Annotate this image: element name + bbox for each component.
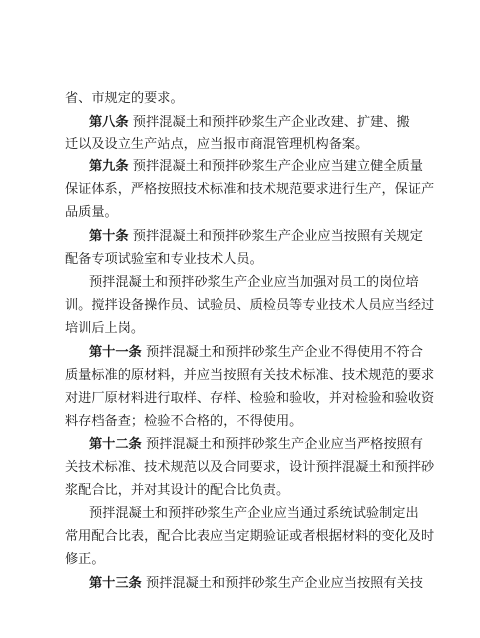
line-text: 预拌混凝土和预拌砂浆生产企业应当按照有关技 [141, 576, 423, 591]
line-text: 对进厂原材料进行取样、存样、检验和验收，并对检验和验收资 [65, 391, 435, 406]
text-line [65, 203, 440, 223]
text-line [65, 250, 440, 270]
article-number: 第十条 [89, 229, 129, 244]
line-text: 省、市规定的要求。 [65, 91, 184, 106]
text-line [65, 135, 440, 155]
line-text: 预拌混凝土和预拌砂浆生产企业应当加强对员工的岗位培 [89, 275, 419, 290]
line-text: 常用配合比表，配合比表应当定期验证或者根据材料的变化及时 [65, 529, 435, 544]
line-text: 培训后上岗。 [65, 321, 145, 336]
text-line [65, 319, 440, 339]
line-text: 关技术标准、技术规范以及合同要求，设计预拌混凝土和预拌砂 [65, 460, 435, 475]
text-line [65, 366, 440, 386]
text-line [65, 89, 440, 109]
text-line [89, 273, 440, 293]
line-text: 料存档备查；检验不合格的，不得使用。 [65, 414, 303, 429]
line-text: 修正。 [65, 552, 105, 567]
line-text: 预拌混凝土和预拌砂浆生产企业应当建立健全质量 [128, 159, 423, 174]
article-number: 第十三条 [89, 576, 142, 591]
text-line [65, 412, 440, 432]
text-line [89, 574, 440, 594]
text-line [65, 458, 440, 478]
text-line [89, 435, 440, 455]
text-line [65, 527, 440, 547]
line-text: 质量标准的原材料，并应当按照有关技术标准、技术规范的要求 [65, 368, 435, 383]
line-text: 预拌混凝土和预拌砂浆生产企业改建、扩建、搬 [128, 115, 410, 130]
text-line [89, 227, 440, 247]
line-text: 配备专项试验室和专业技术人员。 [65, 252, 263, 267]
article-number: 第八条 [89, 115, 129, 130]
line-text: 训。搅拌设备操作员、试验员、质检员等专业技术人员应当经过 [65, 298, 435, 313]
article-number: 第十二条 [89, 437, 142, 452]
line-text: 迁以及设立生产站点，应当报市商混管理机构备案。 [65, 137, 369, 152]
line-text: 预拌混凝土和预拌砂浆生产企业应当严格按照有 [141, 437, 423, 452]
line-text: 浆配合比，并对其设计的配合比负责。 [65, 483, 290, 498]
text-line [65, 180, 440, 200]
text-line [65, 550, 440, 570]
text-line [89, 113, 440, 133]
text-line [65, 481, 440, 501]
line-text: 预拌混凝土和预拌砂浆生产企业应当通过系统试验制定出 [89, 506, 419, 521]
text-line [89, 343, 440, 363]
text-line [89, 157, 440, 177]
text-line [65, 389, 440, 409]
line-text: 保证体系，严格按照技术标准和技术规范要求进行生产，保证产 [65, 182, 435, 197]
line-text: 预拌混凝土和预拌砂浆生产企业应当按照有关规定 [128, 229, 423, 244]
text-line [65, 296, 440, 316]
line-text: 品质量。 [65, 205, 118, 220]
article-number: 第九条 [89, 159, 129, 174]
text-line [89, 504, 440, 524]
line-text: 预拌混凝土和预拌砂浆生产企业不得使用不符合 [141, 345, 423, 360]
article-number: 第十一条 [89, 345, 142, 360]
